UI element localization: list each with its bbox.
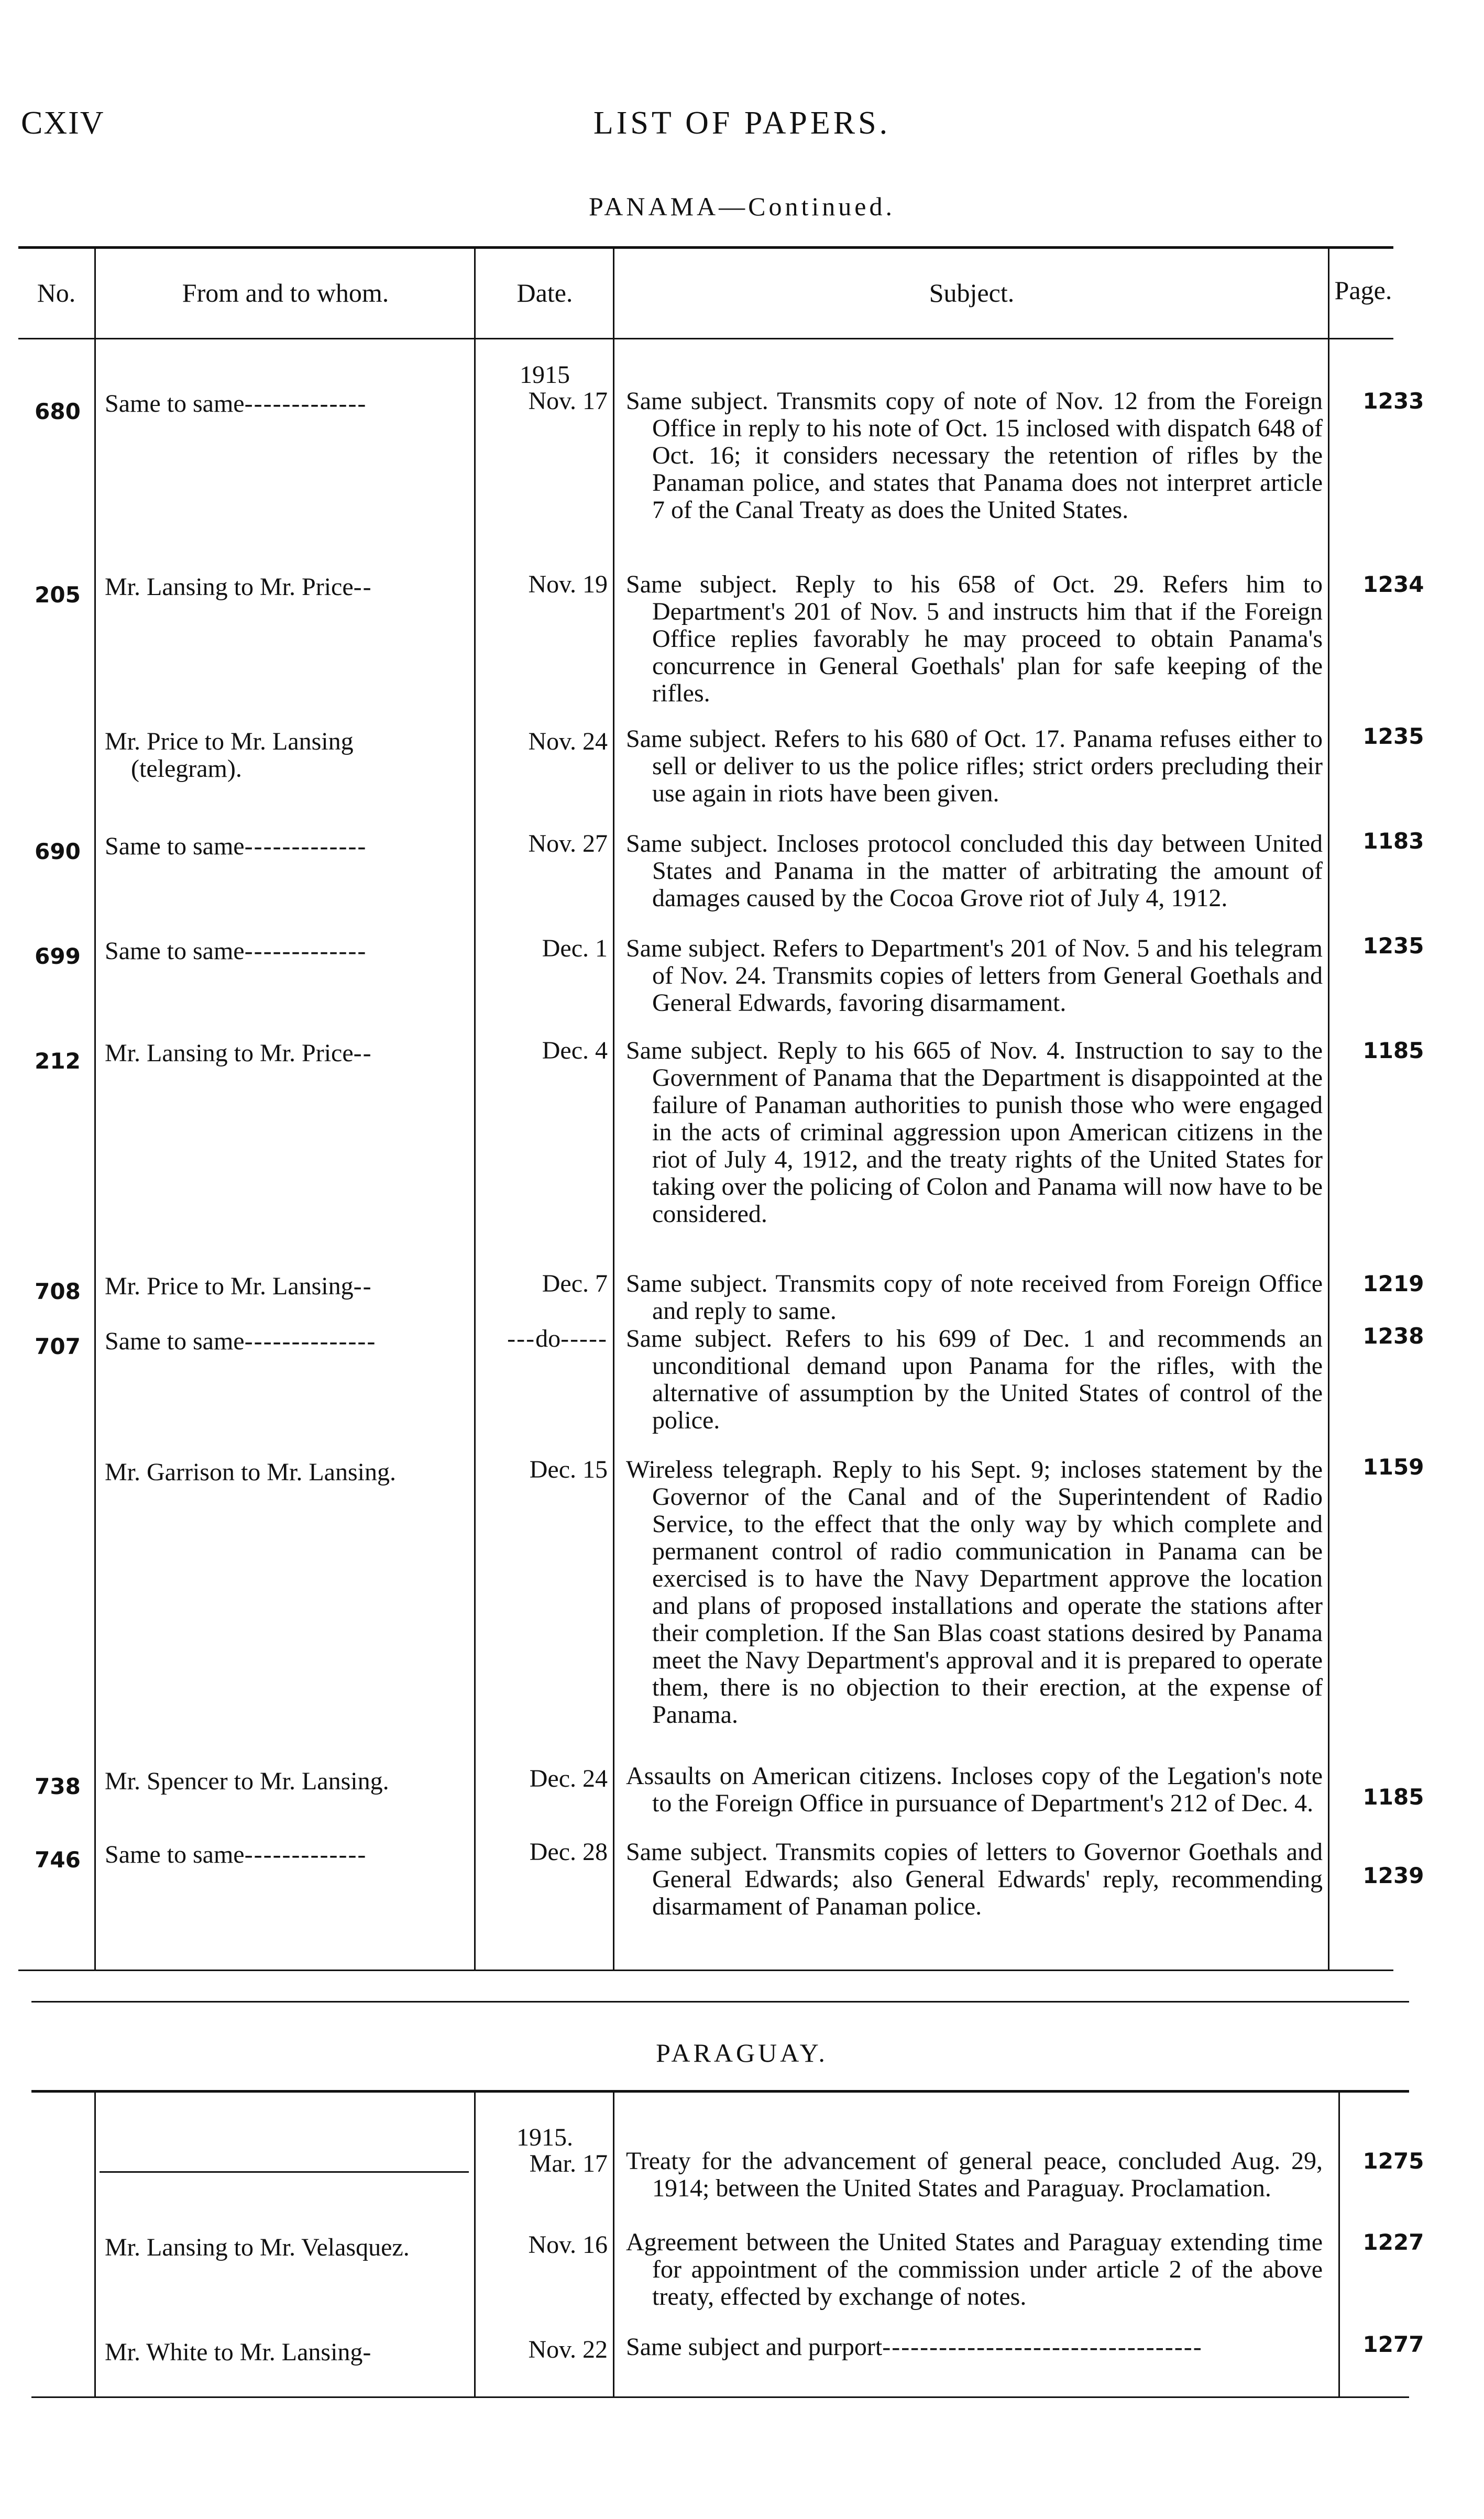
date-cell: Nov. 27 — [528, 830, 608, 857]
column-divider — [613, 2093, 614, 2396]
from-to-cell: Mr. Spencer to Mr. Lansing. — [105, 1767, 389, 1795]
section-heading-paraguay: PARAGUAY. — [656, 2038, 828, 2067]
page-ref: 1219 — [1362, 1271, 1424, 1296]
subject-cell: Same subject. Refers to his 699 of Dec. 1 and recommends an unconditional demand upon Panama for the rifles, with the alternative of assumption by the United States of control of the police. — [626, 1325, 1323, 1434]
page-ref: 1235 — [1362, 723, 1424, 749]
subject-cell: Same subject. Reply to his 658 of Oct. 29. Refers him to Department's 201 of Nov. 5 and instructs him that if the Foreign Office replies favorably he may proceed to obtain Panama's concurrence in General Goethals' plan for safe keeping of the rifles. — [626, 570, 1323, 707]
column-header-no: No. — [37, 278, 76, 307]
column-divider — [474, 2093, 476, 2396]
column-header-subject: Subject. — [929, 278, 1015, 307]
from-to-cell: Mr. Lansing to Mr. Price-- — [105, 573, 372, 601]
table-top-rule — [18, 246, 1393, 249]
subject-cell: Same subject. Refers to Department's 201 of Nov. 5 and his telegram of Nov. 24. Transmits copies of letters from General Goethals and General Edwards, favoring disarmament. — [626, 934, 1323, 1017]
subject-cell: Wireless telegraph. Reply to his Sept. 9; incloses statement by the Governor of the Canal and of the Superintendent of Radio Service, to the effect that the only way by which complete and permanent control of radio communication in Panama can be exercised is to have the Navy Department approve the location and plans of proposed installations and operate the stations after their completion. If the San Blas coast stations desired by Panama meet the Navy Department's approval and it is prepared to operate them, there is no objection to their erection, at the expense of Panama. — [626, 1456, 1323, 1729]
page-ref: 1238 — [1362, 1323, 1424, 1349]
page-ref: 1159 — [1362, 1454, 1424, 1480]
page-ref: 1227 — [1362, 2229, 1424, 2255]
date-cell: Mar. 17 — [529, 2150, 608, 2177]
from-to-cell: Mr. Price to Mr. Lansing-- — [105, 1272, 372, 1300]
subject-cell: Same subject. Refers to his 680 of Oct. 17. Panama refuses either to sell or deliver to us the police rifles; strict orders precluding their use again in riots have been given. — [626, 725, 1323, 807]
column-header-page: Page. — [1334, 276, 1392, 305]
row-number: 205 — [35, 582, 81, 608]
row-number: 680 — [35, 399, 81, 424]
row-number: 690 — [35, 839, 81, 864]
table-top-rule — [31, 2090, 1409, 2093]
page-ref: 1235 — [1362, 933, 1424, 959]
date-cell: Dec. 1 — [542, 934, 608, 962]
from-to-cell: Same to same------------- — [105, 832, 367, 860]
subject-cell: Treaty for the advancement of general peace, concluded Aug. 29, 1914; between the United States and Paraguay. Proclamation. — [626, 2147, 1323, 2202]
blank-leader — [100, 2171, 469, 2173]
subject-cell: Same subject and purport---------------------------------- — [626, 2333, 1203, 2361]
date-cell: Nov. 16 — [528, 2231, 608, 2259]
table-bottom-rule — [18, 1970, 1393, 1971]
page-ref: 1277 — [1362, 2331, 1424, 2357]
date-cell: Dec. 24 — [529, 1765, 608, 1792]
column-divider — [474, 249, 476, 1970]
page-ref: 1234 — [1362, 571, 1424, 597]
date-cell: Nov. 24 — [528, 728, 608, 755]
page-ref: 1185 — [1362, 1784, 1424, 1810]
page-ref: 1185 — [1362, 1038, 1424, 1063]
subject-cell: Assaults on American citizens. Incloses copy of the Legation's note to the Foreign Office in pursuance of Department's 212 of Dec. 4. — [626, 1762, 1323, 1817]
section-heading-panama: PANAMA—Continued. — [589, 192, 895, 221]
date-cell: Dec. 28 — [529, 1838, 608, 1866]
page-ref: 1183 — [1362, 828, 1424, 854]
row-number: 708 — [35, 1279, 81, 1304]
year-label: 1915 — [520, 361, 570, 389]
from-to-cell: Mr. Lansing to Mr. Velasquez. — [105, 2234, 410, 2261]
date-cell: Nov. 19 — [528, 570, 608, 598]
date-cell: Nov. 22 — [528, 2336, 608, 2363]
from-to-cell: Mr. White to Mr. Lansing- — [105, 2338, 372, 2366]
from-to-cell: Mr. Lansing to Mr. Price-- — [105, 1039, 372, 1067]
row-number: 746 — [35, 1847, 81, 1873]
page-ref: 1239 — [1362, 1863, 1424, 1888]
subject-cell: Same subject. Reply to his 665 of Nov. 4. Instruction to say to the Government of Panama that the Department is disappointed at the failure of Panaman authorities to punish those who were engaged in the acts of criminal aggression upon American citizens in the riot of July 4, 1912, and the treaty rights of the United States for taking over the policing of Colon and Panama will now have to be considered. — [626, 1037, 1323, 1228]
column-divider — [94, 2093, 96, 2396]
row-number: 212 — [35, 1048, 81, 1074]
subject-cell: Same subject. Transmits copy of note of Nov. 12 from the Foreign Office in reply to his note of Oct. 15 inclosed with dispatch 648 of Oct. 16; it considers necessary the retention of rifles by the Panaman police, and states that Panama does not interpret article 7 of the Canal Treaty as does the United States. — [626, 387, 1323, 524]
date-cell: Dec. 15 — [529, 1456, 608, 1483]
year-label: 1915. — [516, 2124, 573, 2151]
section-rule — [31, 2001, 1409, 2003]
column-header-who: From and to whom. — [182, 278, 389, 307]
date-cell: Nov. 17 — [528, 387, 608, 415]
row-number: 699 — [35, 943, 81, 969]
subject-cell: Same subject. Transmits copies of letters to Governor Goethals and General Edwards; also General Edwards' reply, recommending disarmament of Panaman police. — [626, 1838, 1323, 1920]
from-to-cell: Same to same------------- — [105, 1841, 367, 1868]
from-to-cell: Same to same------------- — [105, 390, 367, 417]
page-number: CXIV — [21, 105, 105, 141]
from-to-cell: Same to same------------- — [105, 937, 367, 965]
page-ref: 1233 — [1362, 388, 1424, 414]
date-cell: Dec. 7 — [542, 1270, 608, 1297]
date-cell: Dec. 4 — [542, 1037, 608, 1064]
subject-cell: Same subject. Transmits copy of note received from Foreign Office and reply to same. — [626, 1270, 1323, 1325]
from-to-cell: Same to same-------------- — [105, 1327, 377, 1355]
column-divider — [1328, 249, 1329, 1970]
column-divider — [94, 249, 96, 1970]
from-to-cell: Mr. Price to Mr. Lansing (telegram). — [105, 728, 354, 783]
subject-cell: Agreement between the United States and Paraguay extending time for appointment of the commission under article 2 of the above treaty, effected by exchange of notes. — [626, 2228, 1323, 2311]
table-header-rule — [18, 338, 1393, 339]
page-title: LIST OF PAPERS. — [593, 105, 891, 141]
row-number: 707 — [35, 1334, 81, 1359]
row-number: 738 — [35, 1774, 81, 1799]
subject-cell: Same subject. Incloses protocol concluded this day between United States and Panama in the matter of arbitrating the amount of damages caused by the Cocoa Grove riot of July 4, 1912. — [626, 830, 1323, 912]
date-cell: ---do----- — [507, 1325, 608, 1352]
page-ref: 1275 — [1362, 2148, 1424, 2174]
column-divider — [613, 249, 614, 1970]
from-to-cell: Mr. Garrison to Mr. Lansing. — [105, 1458, 396, 1486]
column-header-date: Date. — [516, 278, 573, 307]
table-bottom-rule — [31, 2396, 1409, 2398]
